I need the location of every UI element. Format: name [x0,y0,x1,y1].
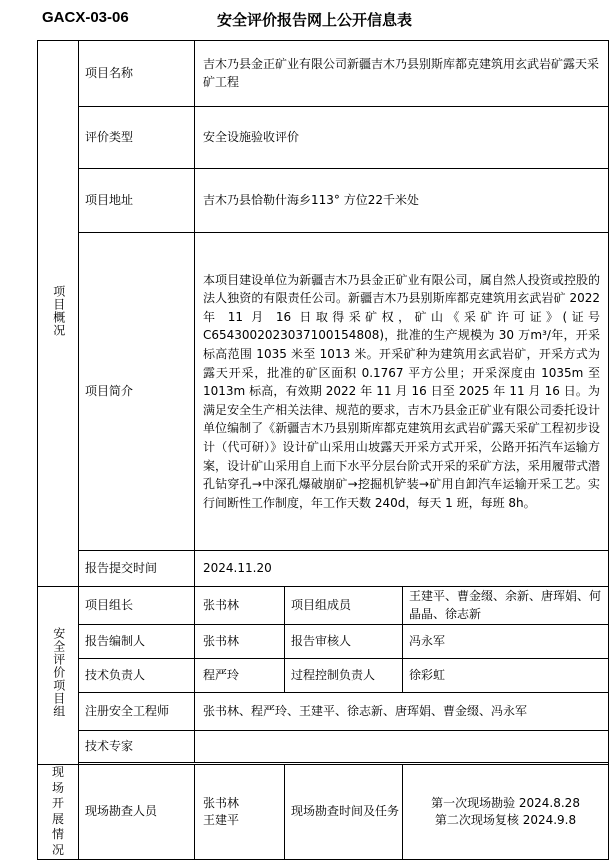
submit-label: 报告提交时间 [79,551,195,587]
members-value: 王建平、曹金缀、余新、唐珲娟、何晶晶、徐志新 [403,587,609,625]
row-project-name [38,41,609,107]
team-section-text: 安全评价项目组 [51,627,66,719]
reviewer-label: 报告审核人 [285,625,403,659]
overview-section-text: 项目概况 [51,284,66,337]
survey-staff-label: 现场勘查人员 [79,765,195,860]
expert-label: 技术专家 [79,731,195,763]
eval-type-value: 安全设施验收评价 [195,107,609,169]
row-tech [38,659,609,693]
row-expert [38,731,609,763]
form-code: GACX-03-06 [42,9,129,26]
expert-value [195,731,609,763]
address-label: 项目地址 [79,169,195,233]
address-value: 吉木乃县恰勒什海乡113° 方位22千米处 [195,169,609,233]
process-value: 徐彩虹 [403,659,609,693]
survey-time-value [403,765,609,860]
tech-label: 技术负责人 [79,659,195,693]
row-leader [38,587,609,625]
survey-time-label: 现场勘查时间及任务 [285,765,403,860]
survey-staff-value [195,765,285,860]
team-section-label [38,587,79,765]
survey-staff-1: 张书林 [203,795,240,810]
reviewer-value: 冯永军 [403,625,609,659]
info-table [37,40,609,860]
survey-staff-2: 王建平 [203,813,240,828]
survey-2: 第二次现场复核 2024.9.8 [434,813,577,828]
project-name-value: 吉木乃县金正矿业有限公司新疆吉木乃县别斯库都克建筑用玄武岩矿露天采矿工程 [195,41,609,107]
leader-label: 项目组长 [79,587,195,625]
survey-1: 第一次现场勘验 2024.8.28 [431,795,580,810]
row-author [38,625,609,659]
brief-value: 本项目建设单位为新疆吉木乃县金正矿业有限公司，属自然人投资或控股的法人独资的有限责任公司。新疆吉木乃县别斯库都克建筑用玄武岩矿 2022 年 11 月 16 日取得采矿权，矿山《采矿许可证》(证号 C6543002023037100154808)，批准的生产规模为 30 万m³/年，开采标高范围 1035 米至 1013 米。开采矿种为建筑用玄武岩矿，开采方式为露天开采，批准的矿区面积 0.1767 平方公里；开采深度由 1035m 至 1013m 标高，有效期 2022 年 11 月 16 日至 2025 年 11 月 16 日。为满足安全生产相关法律、规范的要求，吉木乃县金正矿业有限公司委托设计单位编制了《新疆吉木乃县别斯库都克建筑用玄武岩矿露天采矿工程初步设计（代可研）》设计矿山采用山坡露天开采方式开采，公路开拓汽车运输方案，设计矿山采用自上而下水平分层台阶式开采的采矿方法，采用履带式潜孔钻穿孔→中深孔爆破崩矿→挖掘机铲装→矿用自卸汽车运输开采工艺。实行间断性工作制度，年工作天数 240d，每天 1 班，每班 8h。 [195,233,609,551]
form-title-text: 安全评价报告网上公开信息表 [216,11,412,29]
row-submit [38,551,609,587]
author-value: 张书林 [195,625,285,659]
row-address [38,169,609,233]
leader-value: 张书林 [195,587,285,625]
row-site [38,765,609,860]
engineer-value: 张书林、程严玲、王建平、徐志新、唐珲娟、曹金缀、冯永军 [195,693,609,731]
eval-type-label: 评价类型 [79,107,195,169]
form-title [0,9,609,30]
members-label: 项目组成员 [285,587,403,625]
engineer-label: 注册安全工程师 [79,693,195,731]
row-engineers [38,693,609,731]
site-section-text: 现场开展情况 [51,765,64,857]
project-name-label: 项目名称 [79,41,195,107]
row-brief [38,233,609,551]
tech-value: 程严玲 [195,659,285,693]
author-label: 报告编制人 [79,625,195,659]
overview-section-label [38,41,79,587]
process-label: 过程控制负责人 [285,659,403,693]
row-eval-type [38,107,609,169]
submit-value: 2024.11.20 [195,551,609,587]
brief-label: 项目简介 [79,233,195,551]
site-section-label [38,765,79,860]
